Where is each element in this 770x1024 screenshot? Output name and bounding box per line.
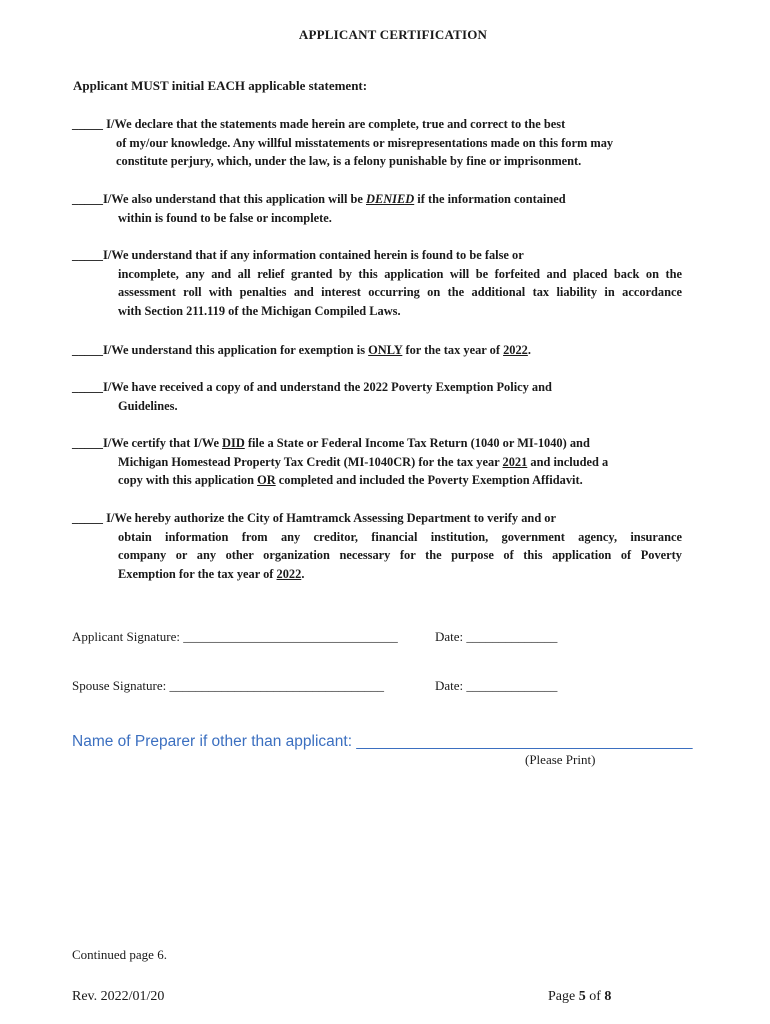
- statement-text: obtain information from any creditor, financial institution, government agency, insurance: [118, 529, 682, 544]
- statement-text: and included a: [527, 454, 609, 469]
- statement-text: Michigan Homestead Property Tax Credit (MI-1040CR) for the tax year: [118, 454, 503, 469]
- statement-text: I/We understand this application for exemption is: [102, 343, 369, 357]
- statement-text: for the tax year of: [402, 343, 504, 357]
- tax-year: 2022: [276, 566, 302, 581]
- or-emphasis: OR: [257, 473, 276, 488]
- applicant-date-field[interactable]: Date: ______________: [435, 629, 558, 644]
- statement-tax-return: [72, 434, 682, 490]
- initial-blank[interactable]: _____: [72, 117, 103, 131]
- statement-text: I/We certify that I/We: [102, 436, 223, 450]
- statement-text: if the information contained: [414, 192, 566, 206]
- statement-text: I/We hereby authorize the City of Hamtramck Assessing Department to verify and or: [106, 511, 556, 525]
- revision-date: Rev. 2022/01/20: [72, 989, 165, 1004]
- initial-blank[interactable]: _____: [72, 343, 103, 357]
- page-of: of: [585, 989, 605, 1004]
- page-title: APPLICANT CERTIFICATION: [298, 27, 488, 42]
- statement-text: company or any other organization necessary for the purpose of this application of Poverty: [118, 548, 682, 563]
- initial-blank[interactable]: _____: [72, 380, 103, 394]
- statement-text: Exemption for the tax year of: [118, 566, 277, 581]
- initial-blank[interactable]: _____: [72, 248, 103, 262]
- preparer-name-field[interactable]: _______________________________________: [356, 733, 693, 750]
- statement-text: file a State or Federal Income Tax Return (1040 or MI-1040) and: [244, 436, 590, 450]
- statement-text: assessment roll with penalties and interest occurring on the additional tax liability in accordance: [118, 285, 682, 300]
- statement-text: I/We understand that if any information contained herein is found to be false or: [102, 248, 524, 262]
- tax-year: 2021: [502, 454, 528, 469]
- statement-text: constitute perjury, which, under the law, is a felony punishable by fine or imprisonment.: [116, 154, 582, 169]
- statement-declaration: [72, 115, 682, 171]
- page-word: Page: [548, 989, 579, 1004]
- preparer-row: [72, 733, 693, 751]
- statement-text: within is found to be false or incomplete.: [118, 210, 332, 225]
- statement-policy: [72, 378, 682, 415]
- statement-forfeiture: [72, 246, 682, 320]
- preparer-label: Name of Preparer if other than applicant:: [72, 733, 357, 750]
- statement-text: Guidelines.: [118, 398, 178, 413]
- applicant-signature-field[interactable]: Applicant Signature: _________________________________: [72, 629, 398, 644]
- did-emphasis: DID: [222, 436, 245, 450]
- statement-text: I/We have received a copy of and understand the 2022 Poverty Exemption Policy and: [102, 380, 552, 394]
- tax-year: 2022: [503, 343, 528, 357]
- instruction-text: Applicant MUST initial EACH applicable statement:: [73, 78, 368, 93]
- page-number: [548, 989, 611, 1005]
- statement-text: incomplete, any and all relief granted by this application will be forfeited and placed back on the: [118, 266, 682, 281]
- initial-blank[interactable]: _____: [72, 192, 103, 206]
- please-print-note: (Please Print): [525, 752, 596, 767]
- initial-blank[interactable]: _____: [72, 436, 103, 450]
- statement-denial: [72, 190, 682, 227]
- statement-text: with Section 211.119 of the Michigan Compiled Laws.: [118, 303, 401, 318]
- period: .: [527, 343, 531, 357]
- statement-text: of my/our knowledge. Any willful misstatements or misrepresentations made on this form may: [116, 135, 614, 150]
- spouse-date-field[interactable]: Date: ______________: [435, 678, 558, 693]
- period: .: [301, 566, 305, 581]
- statement-text: I/We also understand that this application will be: [102, 192, 366, 206]
- statement-authorization: [72, 509, 682, 583]
- statement-text: copy with this application: [118, 473, 258, 488]
- continued-note: Continued page 6.: [72, 947, 167, 962]
- statement-tax-year: [72, 341, 682, 360]
- denied-emphasis: DENIED: [366, 192, 415, 206]
- initial-blank[interactable]: _____: [72, 511, 103, 525]
- page-total: 8: [604, 989, 612, 1004]
- statement-text: I/We declare that the statements made herein are complete, true and correct to the best: [106, 117, 566, 131]
- spouse-signature-field[interactable]: Spouse Signature: _________________________________: [72, 678, 384, 693]
- statement-text: completed and included the Poverty Exemption Affidavit.: [275, 473, 583, 488]
- page-current: 5: [578, 989, 586, 1004]
- only-emphasis: ONLY: [368, 343, 403, 357]
